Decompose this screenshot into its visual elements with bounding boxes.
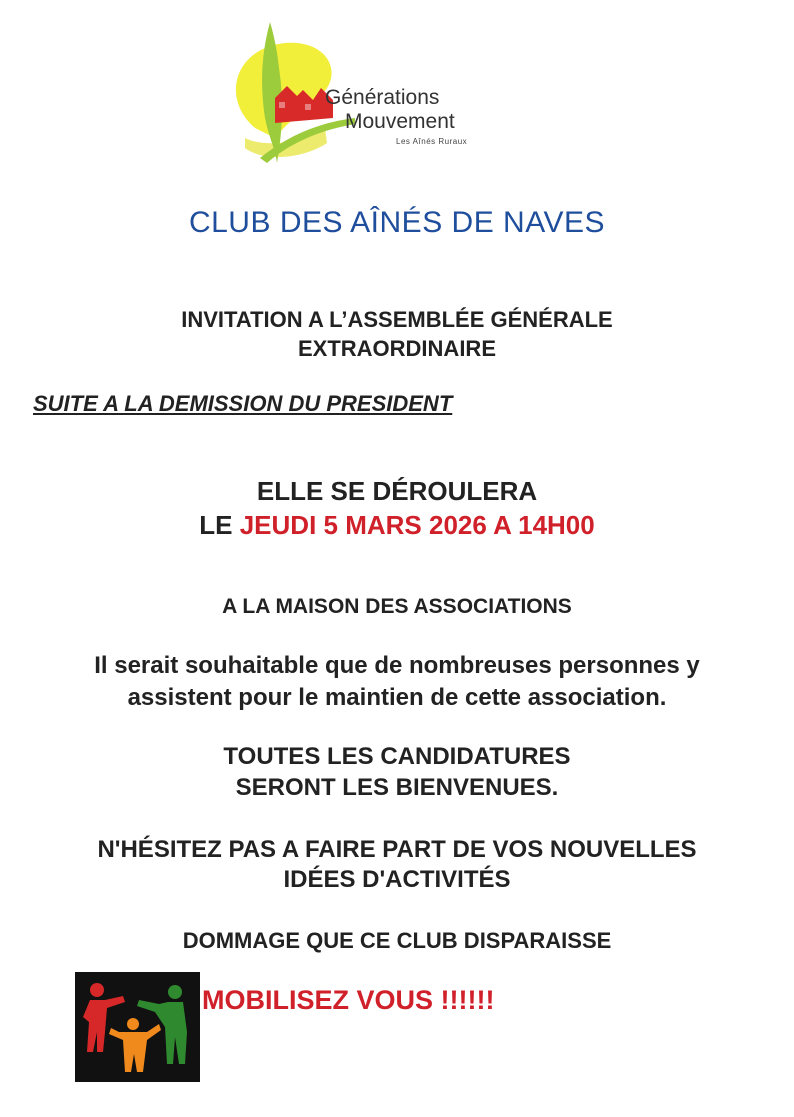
call-to-action: MOBILISEZ VOUS !!!!!! — [202, 985, 495, 1015]
ideas-line-1: N'HÉSITEZ PAS A FAIRE PART DE VOS NOUVELLES — [97, 836, 697, 863]
invitation-line-1: INVITATION A L’ASSEMBLÉE GÉNÉRALE — [181, 307, 613, 332]
logo-text-generations: Générations — [325, 86, 440, 109]
club-title: CLUB DES AÎNÉS DE NAVES — [188, 206, 606, 239]
ideas-line-2: IDÉES D'ACTIVITÉS — [283, 866, 511, 893]
schedule-date: JEUDI 5 MARS 2026 A 14H00 — [239, 510, 595, 540]
schedule-line-2 — [0, 510, 794, 541]
location-line: A LA MAISON DES ASSOCIATIONS — [222, 595, 572, 618]
schedule-line-1: ELLE SE DÉROULERA — [256, 476, 538, 506]
people-holding-hands-pictogram — [75, 972, 200, 1082]
reason-line: SUITE A LA DEMISSION DU PRESIDENT — [33, 391, 453, 416]
schedule-prefix: LE — [199, 510, 240, 540]
candidatures-line-2: SERONT LES BIENVENUES. — [235, 774, 559, 801]
warning-line: DOMMAGE QUE CE CLUB DISPARAISSE — [182, 928, 612, 953]
logo-tagline: Les Aînés Ruraux — [396, 137, 468, 146]
appeal-line-2: assistent pour le maintien de cette association. — [127, 684, 667, 711]
invitation-line-2: EXTRAORDINAIRE — [297, 336, 496, 361]
appeal-line-1: Il serait souhaitable que de nombreuses personnes y — [94, 652, 700, 679]
candidatures-line-1: TOUTES LES CANDIDATURES — [223, 743, 571, 770]
logo-text-mouvement: Mouvement — [345, 110, 455, 133]
